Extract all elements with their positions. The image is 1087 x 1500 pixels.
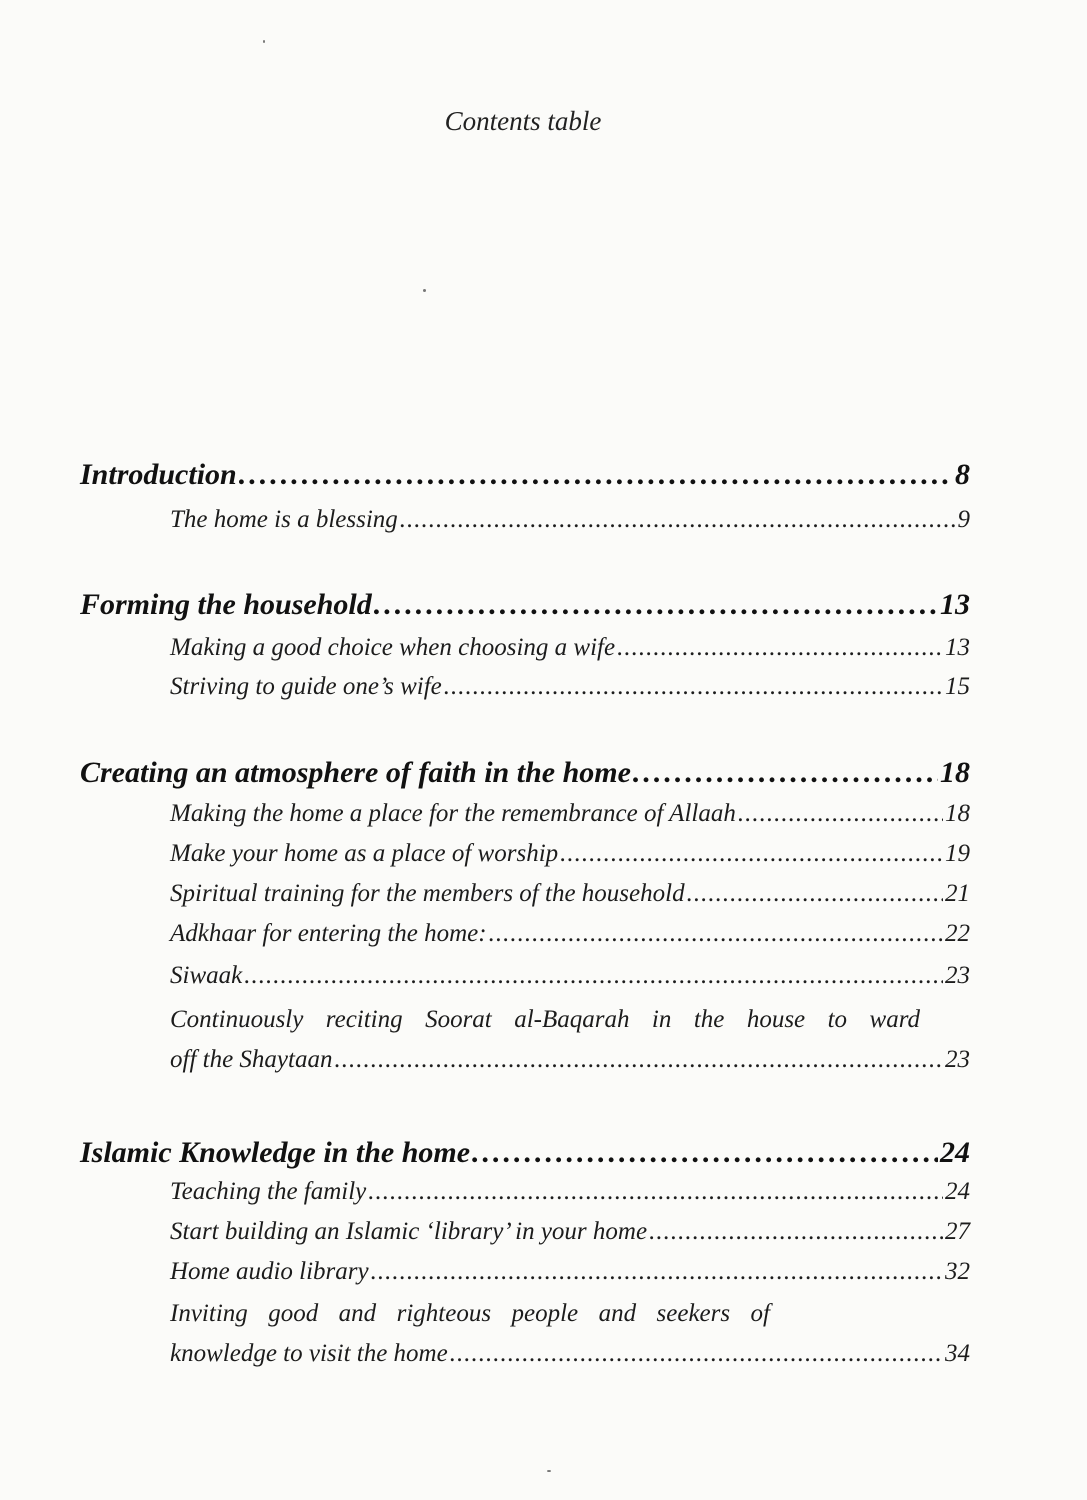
toc-page-number: 13 bbox=[945, 634, 970, 661]
toc-entry[interactable] bbox=[170, 840, 970, 868]
dot-leader bbox=[450, 1340, 943, 1368]
toc-section-introduction[interactable] bbox=[80, 458, 970, 492]
toc-page-number: 23 bbox=[945, 1046, 970, 1073]
toc-section-forming-household[interactable] bbox=[80, 588, 970, 622]
toc-page-number: 15 bbox=[945, 673, 970, 700]
toc-page-number: 18 bbox=[940, 756, 970, 789]
toc-page-number: 32 bbox=[945, 1258, 970, 1285]
scan-speck bbox=[547, 1470, 551, 1472]
dot-leader bbox=[472, 1136, 938, 1170]
toc-entry[interactable] bbox=[170, 1178, 970, 1206]
dot-leader bbox=[444, 673, 943, 701]
toc-page-number: 22 bbox=[945, 920, 970, 947]
toc-page-number: 19 bbox=[945, 840, 970, 867]
toc-entry[interactable] bbox=[170, 1218, 970, 1246]
toc-entry[interactable] bbox=[170, 634, 970, 662]
toc-section-title: Islamic Knowledge in the home bbox=[80, 1136, 471, 1169]
dot-leader bbox=[244, 962, 943, 990]
toc-section-islamic-knowledge[interactable] bbox=[80, 1136, 970, 1170]
toc-entry-title: Adkhaar for entering the home: bbox=[170, 920, 487, 947]
toc-entry-title-line2: knowledge to visit the home bbox=[170, 1340, 448, 1367]
toc-entry-title-line1[interactable]: Continuously reciting Soorat al-Baqarah in the house to ward bbox=[170, 1006, 920, 1033]
dot-leader bbox=[489, 920, 943, 948]
dot-leader bbox=[560, 840, 943, 868]
toc-entry-title: Teaching the family bbox=[170, 1178, 367, 1205]
page-title: Contents table bbox=[444, 106, 602, 136]
toc-page-number: 34 bbox=[945, 1340, 970, 1367]
toc-entry-title: Make your home as a place of worship bbox=[170, 840, 559, 867]
toc-section-title: Forming the household bbox=[80, 588, 372, 621]
toc-entry[interactable] bbox=[170, 962, 970, 990]
toc-entry[interactable] bbox=[170, 800, 970, 828]
toc-entry-title: Siwaak bbox=[170, 962, 243, 989]
dot-leader bbox=[649, 1218, 943, 1246]
toc-entry-title: Striving to guide one’s wife bbox=[170, 673, 442, 700]
dot-leader bbox=[738, 800, 943, 828]
toc-page-number: 24 bbox=[940, 1136, 970, 1169]
dot-leader bbox=[617, 634, 943, 662]
toc-entry-title-line1[interactable]: Inviting good and righteous people and seekers of bbox=[170, 1300, 770, 1327]
toc-entry-title: Start building an Islamic ‘library’ in your home bbox=[170, 1218, 648, 1245]
dot-leader bbox=[239, 458, 953, 492]
dot-leader bbox=[687, 880, 943, 908]
toc-entry[interactable] bbox=[170, 1258, 970, 1286]
toc-page-number: 9 bbox=[957, 506, 970, 533]
dot-leader bbox=[371, 1258, 943, 1286]
toc-section-atmosphere-of-faith[interactable] bbox=[80, 756, 970, 790]
toc-entry[interactable] bbox=[170, 1046, 970, 1074]
toc-entry-title: Spiritual training for the members of the household bbox=[170, 880, 685, 907]
toc-entry-title-line2: off the Shaytaan bbox=[170, 1046, 333, 1073]
dot-leader bbox=[400, 506, 956, 534]
toc-entry[interactable] bbox=[170, 506, 970, 534]
toc-entry-title: Making the home a place for the remembrance of Allaah bbox=[170, 800, 736, 827]
toc-section-title: Introduction bbox=[80, 458, 237, 491]
scan-speck bbox=[263, 40, 265, 43]
toc-page-number: 8 bbox=[955, 458, 970, 491]
toc-entry[interactable] bbox=[170, 673, 970, 701]
toc-entry-title: The home is a blessing bbox=[170, 506, 398, 533]
toc-entry[interactable] bbox=[170, 880, 970, 908]
toc-page-number: 24 bbox=[945, 1178, 970, 1205]
toc-entry-title: Making a good choice when choosing a wife bbox=[170, 634, 616, 661]
scan-speck bbox=[423, 289, 426, 292]
toc-page-number: 13 bbox=[940, 588, 970, 621]
toc-page-number: 23 bbox=[945, 962, 970, 989]
toc-entry[interactable] bbox=[170, 1340, 970, 1368]
toc-page-number: 27 bbox=[945, 1218, 970, 1245]
toc-section-title: Creating an atmosphere of faith in the home bbox=[80, 756, 631, 789]
toc-entry[interactable] bbox=[170, 920, 970, 948]
toc-page-number: 18 bbox=[945, 800, 970, 827]
dot-leader bbox=[633, 756, 938, 790]
toc-entry-title: Home audio library bbox=[170, 1258, 369, 1285]
dot-leader bbox=[334, 1046, 943, 1074]
dot-leader bbox=[374, 588, 938, 622]
toc-page-number: 21 bbox=[945, 880, 970, 907]
dot-leader bbox=[368, 1178, 943, 1206]
